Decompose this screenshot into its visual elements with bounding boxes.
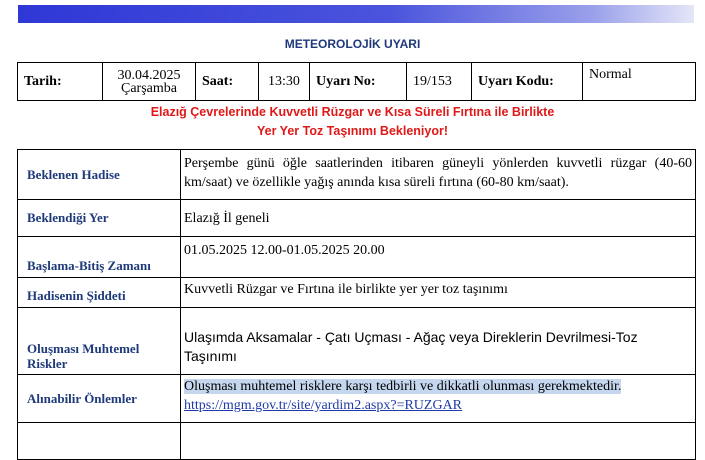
date-label: Tarih: <box>18 63 103 101</box>
date-value <box>103 63 196 101</box>
headline-line-2: Yer Yer Toz Taşınımı Bekleniyor! <box>256 124 449 138</box>
table-row <box>18 375 696 423</box>
empty-cell <box>18 423 181 460</box>
page-title: METEOROLOJİK UYARI <box>284 37 421 51</box>
risks-label: Oluşması Muhtemel Riskler <box>18 308 181 375</box>
time-value: 13:30 <box>259 63 310 101</box>
measures-link[interactable]: https://mgm.gov.tr/site/yardim2.aspx?=RUZGAR <box>184 398 463 413</box>
table-row <box>18 200 696 237</box>
table-row <box>18 237 696 278</box>
warning-code-value: Normal <box>583 63 696 101</box>
date-text: 30.04.2025 <box>117 67 181 83</box>
weekday-text: Çarşamba <box>121 80 177 96</box>
severity-label: Hadisenin Şiddeti <box>18 278 181 308</box>
risks-value: Ulaşımda Aksamalar - Çatı Uçması - Ağaç veya Direklerin Devrilmesi-Toz Taşınımı <box>181 308 696 375</box>
measures-label: Alınabilir Önlemler <box>18 375 181 423</box>
warning-no-label: Uyarı No: <box>310 63 407 101</box>
location-value: Elazığ İl geneli <box>181 200 696 237</box>
table-row <box>18 278 696 308</box>
expected-event-label: Beklenen Hadise <box>18 150 181 200</box>
time-range-value: 01.05.2025 12.00-01.05.2025 20.00 <box>181 237 696 278</box>
measures-link-wrap <box>184 396 692 415</box>
measures-text <box>184 377 692 396</box>
table-row <box>18 308 696 375</box>
time-range-label: Başlama-Bitiş Zamanı <box>18 237 181 278</box>
expected-event-value: Perşembe günü öğle saatlerinden itibaren güneyli yönlerden kuvvetli rüzgar (40-60 km/saat) ve özellikle yağış anında kısa süreli fırtına (60-80 km/saat). <box>181 150 696 200</box>
warning-headline <box>0 103 705 141</box>
empty-cell <box>181 423 696 460</box>
severity-value: Kuvvetli Rüzgar ve Fırtına ile birlikte yer yer toz taşınımı <box>181 278 696 308</box>
warning-header-table <box>17 62 696 101</box>
table-row <box>18 423 696 460</box>
measures-highlighted-text: Oluşması muhtemel risklere karşı tedbirli ve dikkatli olunması gerekmektedir. <box>184 379 622 394</box>
location-label: Beklendiği Yer <box>18 200 181 237</box>
time-label: Saat: <box>196 63 259 101</box>
headline-line-1: Elazığ Çevrelerinde Kuvvetli Rüzgar ve Kısa Süreli Fırtına ile Birlikte <box>150 105 555 119</box>
warning-no-value: 19/153 <box>407 63 472 101</box>
measures-value <box>181 375 696 423</box>
table-row <box>18 150 696 200</box>
warning-code-label: Uyarı Kodu: <box>472 63 583 101</box>
warning-details-table <box>17 149 696 460</box>
header-banner <box>18 5 694 23</box>
